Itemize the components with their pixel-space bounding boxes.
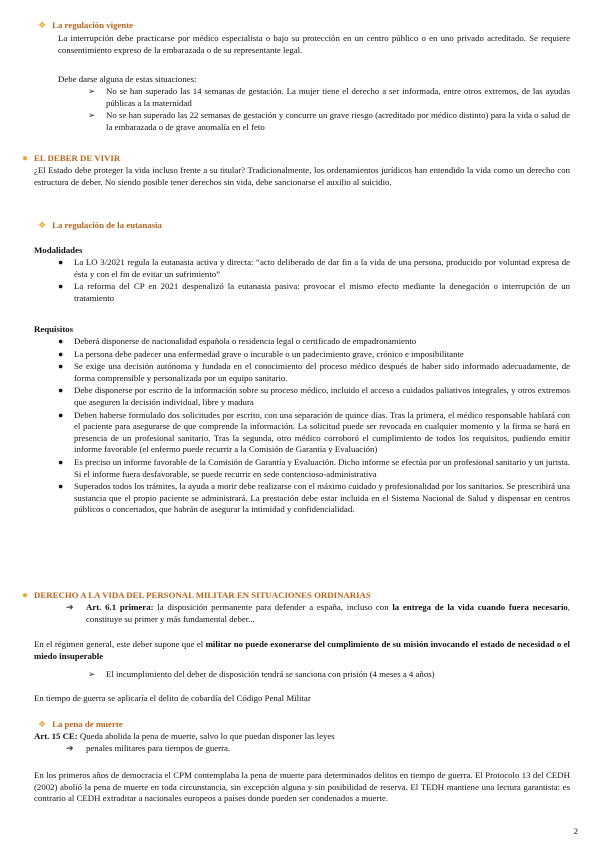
- paragraph-regulacion: La interrupción debe practicarse por médico especialista o bajo su protección en un centro público o en uno privado acreditado. Se requiere consentimiento expreso de la embarazada o de su representante legal.: [58, 33, 570, 55]
- modalidades-list: [58, 257, 570, 304]
- list-item: ● Es preciso un informe favorable de la Comisión de Garantía y Evaluación. Dicho informe se efectúa por un profesional sanitario y un jurista. Si el informe fuera desfavorable, se puede recurrir en sede contencioso-administrativa: [58, 456, 570, 479]
- sancion-list: [88, 669, 570, 681]
- list-item: ➔ penales militares para tiempos de guerra.: [66, 743, 231, 753]
- list-item: ● Deberá disponerse de nacionalidad española o residencia legal o certificado de empadronamiento: [58, 336, 417, 346]
- list-item: ➢ El incumplimiento del deber de disposición tendrá se sanciona con prisión (4 meses a 4 años): [88, 669, 435, 679]
- bullet-dot-icon: ●: [58, 481, 64, 492]
- section-heading-personal-militar: ● DERECHO A LA VIDA DEL PERSONAL MILITAR EN SITUACIONES ORDINARIAS: [22, 590, 371, 601]
- bullet-dot-icon: ●: [58, 336, 64, 346]
- diamond-bullet-icon: ❖: [38, 20, 47, 30]
- bullet-dot-icon: ●: [58, 257, 64, 267]
- modalidades-title: Modalidades: [34, 245, 83, 255]
- article-label: Art. 6.1 primera:: [86, 602, 154, 612]
- bullet-dot-icon: ●: [58, 361, 64, 372]
- list-item: ● Debe disponerse por escrito de la información sobre su proceso médico, incluido el acceso a cuidados paliativos integrales, y otros extremos que aseguren la decisión individual, libre y madura: [58, 385, 570, 407]
- subheading-regulacion-vigente: ❖ La regulación vigente: [38, 20, 134, 30]
- paragraph-deber-de-vivir: ¿El Estado debe proteger la vida incluso frente a su titular? Tradicionalmente, los ordenamientos jurídicos han entendido la vida como un derecho con estructura de deber. No siendo posible tener derechos sin vida, debe sancionarse el auxilio al suicidio.: [34, 165, 570, 187]
- list-item: ● La persona debe padecer una enfermedad grave o incurable o un padecimiento grave, crónico e imposibilitante: [58, 348, 464, 359]
- paragraph-regimen-general: En el régimen general, este deber supone que el militar no puede exonerarse del cumplimiento de su misión invocando el estado de necesidad o el miedo insuperable: [34, 639, 570, 661]
- list-item: ● Deben haberse formulado dos solicitudes por escrito, con una separación de quince días. Tras la primera, el médico responsable hablará con el paciente para asegurarse de que comprende la información. La solicitud puede ser revocada en cualquier momento y la firma se hará en presencia de un profesional sanitario. Tras la segunda, otro médico corroboró el cumplimiento de todos los requisitos, pudiendo emitir informe favorable (el enfermo puede recurrir a la Comisión de Garantía y Evaluación): [58, 409, 570, 455]
- section-heading-deber-de-vivir: ● EL DEBER DE VIVIR: [22, 153, 121, 164]
- page-number: 2: [573, 826, 578, 836]
- paragraph-pena-de-muerte: En los primeros años de democracia el CPM contemplaba la pena de muerte para determinados delitos en tiempo de guerra. El Protocolo 13 del CEDH (2002) abolió la pena de muerte en toda circunstancia, sin excepción alguna y sin posibilidad de reserva. El TEDH mantiene una lectura garantista: es contrario al CEDH extraditar a nacionales europeos a países donde pueden ser condenados a muerte.: [34, 770, 570, 804]
- list-item: ● La reforma del CP en 2021 despenalizó la eutanasia pasiva: provocar el mismo efecto mediante la denegación o interrupción de un tratamiento: [58, 281, 570, 303]
- paragraph-tiempo-de-guerra: En tiempo de guerra se aplicaría el delito de cobardía del Código Penal Militar: [34, 693, 311, 703]
- bullet-dot-icon: ●: [58, 348, 64, 359]
- situations-list: [88, 86, 570, 133]
- bullet-dot-icon: ●: [58, 456, 64, 467]
- arrowhead-bullet-icon: ➢: [88, 110, 96, 121]
- article-15-list: [58, 743, 570, 755]
- requisitos-title: Requisitos: [34, 324, 74, 334]
- list-item: ➔ Art. 6.1 primera: la disposición permanente para defender a españa, incluso con la entrega de la vida cuando fuera necesario, constituye su primer y más fundamental deber...: [66, 602, 570, 624]
- list-item: ➢ No se han superado las 14 semanas de gestación. La mujer tiene el derecho a ser informada, entre otros extremos, de las ayudas públicas a la maternidad: [88, 86, 570, 108]
- subheading-eutanasia: ❖ La regulación de la eutanasia: [38, 220, 162, 230]
- article-15-ce: Art. 15 CE: Queda abolida la pena de muerte, salvo lo que puedan disponer las leyes: [34, 731, 335, 741]
- list-item: ● Se exige una decisión autónoma y fundada en el conocimiento del proceso médico después de haber sido informado adecuadamente, de forma comprensible y personalizada por un equipo sanitario.: [58, 361, 570, 383]
- subheading-pena-de-muerte: ❖ La pena de muerte: [38, 719, 123, 729]
- arrowhead-bullet-icon: ➢: [88, 669, 96, 679]
- situations-intro: Debe darse alguna de estas situaciones:: [58, 74, 197, 84]
- list-item: ● Superados todos los trámites, la ayuda a morir debe realizarse con el máximo cuidado y profesionalidad por los sanitarios. Se prescribirá una sustancia que el propio paciente se administrará. La prestación debe estar incluida en el Sistema Nacional de Salud y dispensar en centros públicos o concertados, que habrán de asegurar la intimidad y confidencialidad.: [58, 481, 570, 515]
- bullet-dot-icon: ●: [58, 385, 64, 396]
- arrowhead-bullet-icon: ➢: [88, 86, 96, 96]
- bullet-dot-icon: ●: [22, 590, 29, 601]
- list-item: ● La LO 3/2021 regula la eutanasia activa y directa: “acto deliberado de dar fin a la vida de una persona, producido por voluntad expresa de ésta y con el fin de evitar un sufrimiento”: [58, 257, 570, 279]
- arrow-right-icon: ➔: [66, 602, 74, 612]
- diamond-bullet-icon: ❖: [38, 220, 47, 230]
- bullet-dot-icon: ●: [22, 153, 29, 164]
- diamond-bullet-icon: ❖: [38, 719, 47, 729]
- requisitos-list: [58, 336, 570, 516]
- article-6-1: [58, 602, 570, 625]
- list-item: ➢ No se han superado las 22 semanas de gestación y concurre un grave riesgo (acreditado por médico distinto) para la vida o salud de la embarazada o de grave anomalía en el feto: [88, 110, 570, 132]
- arrow-right-icon: ➔: [66, 743, 74, 753]
- bullet-dot-icon: ●: [58, 409, 64, 420]
- bullet-dot-icon: ●: [58, 281, 64, 292]
